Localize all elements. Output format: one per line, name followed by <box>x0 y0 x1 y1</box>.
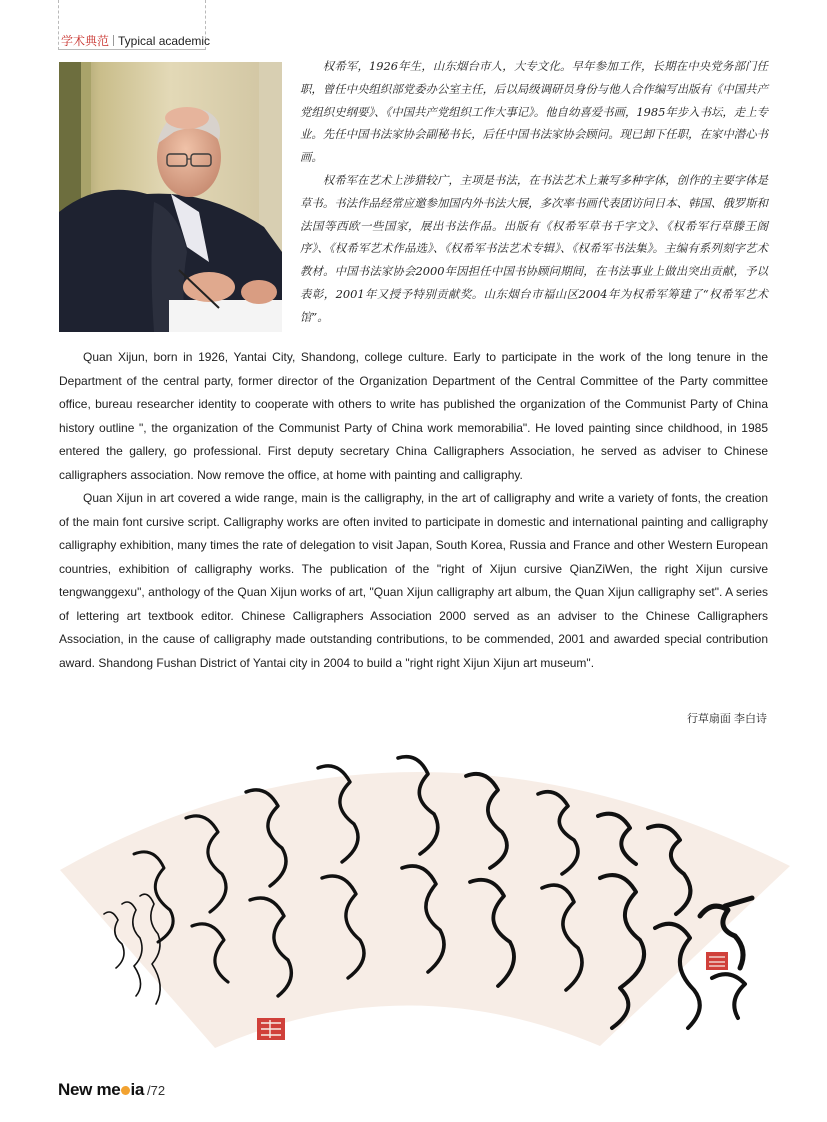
section-title-en: Typical academic <box>118 34 211 48</box>
header-divider-left <box>58 0 59 50</box>
artwork-caption: 行草扇面 李白诗 <box>686 713 767 725</box>
biography-chinese-paragraph: 权希军在艺术上涉猎较广，主项是书法，在书法艺术上兼写多种字体，创作的主要字体是草书。书法作品经常应邀参加国内外书法大展，多次率书画代表团访问日本、韩国、俄罗斯和法国等西欧一些国家，展出书法作品。出版有《权希军草书千字文》、《权希军行草滕王阁序》、《权希军艺术作品选》、《权希军书法艺术专辑》、《权希军书法集》。主编有系列刻字艺术教材。中国书法家协会2000年因担任中国书协顾问期间，在书法事业上做出突出贡献，予以表彰，2001年又授予特别贡献奖。山东烟台市福山区2004年为权希军筹建了“权希军艺术馆”。 <box>300 172 768 324</box>
fan-calligraphy-artwork <box>0 728 827 1073</box>
artist-portrait-photo <box>59 62 282 332</box>
biography-english-paragraph: Quan Xijun in art covered a wide range, main is the calligraphy, in the art of calligraphy and write a variety of fonts, the creation of the main font cursive script. Calligraphy works are often invited to participate in domestic and international painting and calligraphy calligraphy exhibition, many times the rate of delegation to visit Japan, South Korea, Russia and France and other Western European countries, exhibition of calligraphy works. The publication of the "right of Xijun cursive QianZiWen, the right Xijun cursive tengwanggexu", anthology of the Quan Xijun works of art, "Quan Xijun calligraphy art album, the Quan Xijun calligraphy set". A series of lettering art textbook editor. Chinese Calligraphers Association 2000 served as an adviser to the Chinese Calligraphers Association, in the cause of calligraphy made outstanding contributions, to be commended, 2001 and awarded special contribution award. Shandong Fushan District of Yantai city in 2004 to build a "right right Xijun Xijun art museum". <box>59 491 768 670</box>
footer <box>58 1080 165 1100</box>
biography-chinese-paragraph: 权希军，1926年生，山东烟台市人，大专文化。早年参加工作，长期在中央党务部门任职，曾任中央组织部党委办公室主任，后以局级调研员身份与他人合作编写出版有《中国共产党组织史纲要》、《中国共产党组织工作大事记》。他自幼喜爱书画，1985年步入书坛，走上专业。先任中国书法家协会副秘书长，后任中国书法家协会顾问。现已卸下任职，在家中潜心书画。 <box>300 59 768 165</box>
brand-text-start: New me <box>58 1080 121 1099</box>
section-title-zh: 学术典范 <box>61 34 110 48</box>
brand-dot-icon <box>121 1086 130 1095</box>
section-header <box>61 32 210 49</box>
header-underline <box>58 49 206 50</box>
magazine-brand <box>58 1080 144 1099</box>
brand-text-end: ia <box>130 1080 145 1099</box>
biography-chinese <box>300 55 768 329</box>
biography-english <box>59 346 768 675</box>
header-separator <box>113 35 114 46</box>
biography-english-paragraph: Quan Xijun, born in 1926, Yantai City, Shandong, college culture. Early to participate in the work of the long tenure in the Department of the central party, former director of the Organization Department of the Central Committee of the Party committee office, bureau researcher identity to cooperate with others to write has published the organization of the Communist Party of China history outline ", the organization of the Communist Party of China work memorabilia". He loved painting since childhood, in 1985 entered the gallery, go professional. First deputy secretary China Calligraphers Association, he served as adviser to Chinese calligraphers association. Now remove the office, at home with painting and calligraphy. <box>59 350 768 482</box>
page-number: /72 <box>147 1083 166 1098</box>
